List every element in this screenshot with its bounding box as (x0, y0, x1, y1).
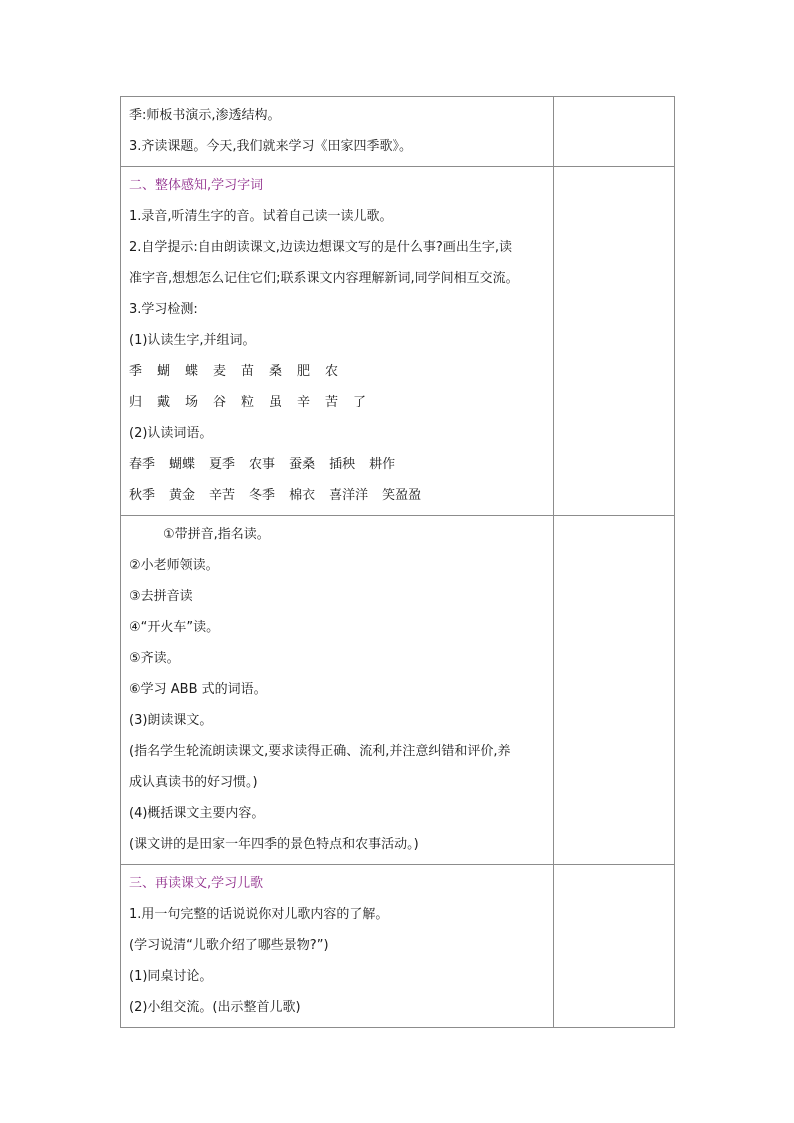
character-row (129, 356, 547, 387)
word: 耕作 (369, 457, 396, 472)
text-line: (3)朗读课文。 (129, 713, 213, 728)
content-cell (121, 865, 554, 1028)
character: 了 (353, 395, 367, 410)
content-cell (121, 97, 554, 167)
character: 蝶 (185, 364, 199, 379)
text-line: ⑤齐读。 (129, 651, 180, 666)
lesson-plan-table (120, 96, 675, 1028)
word: 黄金 (169, 488, 196, 503)
character: 肥 (297, 364, 311, 379)
character: 苗 (241, 364, 255, 379)
text-line: 2.自学提示:自由朗读课文,边读边想课文写的是什么事?画出生字,读 (129, 240, 512, 255)
text-line: ④“开火车”读。 (129, 620, 220, 635)
text-line: 3.齐读课题。今天,我们就来学习《田家四季歌》。 (129, 139, 413, 154)
text-line: ③去拼音读 (129, 589, 193, 604)
text-line: (学习说清“儿歌介绍了哪些景物?”) (129, 938, 329, 953)
content-cell (121, 167, 554, 516)
word: 农事 (249, 457, 276, 472)
notes-cell (554, 97, 675, 167)
section-heading: 三、再读课文,学习儿歌 (129, 876, 264, 891)
text-line: (4)概括课文主要内容。 (129, 806, 265, 821)
text-line: 季:师板书演示,渗透结构。 (129, 108, 281, 123)
character: 季 (129, 364, 143, 379)
word: 冬季 (249, 488, 276, 503)
word: 笑盈盈 (382, 488, 422, 503)
content-cell (121, 516, 554, 865)
word: 插秧 (329, 457, 356, 472)
table-row (121, 167, 675, 516)
text-line: (课文讲的是田家一年四季的景色特点和农事活动。) (129, 837, 419, 852)
text-line: (2)认读词语。 (129, 426, 213, 441)
text-line: (1)认读生字,并组词。 (129, 333, 256, 348)
word-row (129, 480, 547, 511)
word: 辛苦 (209, 488, 236, 503)
text-line: (1)同桌讨论。 (129, 969, 213, 984)
text-line: 1.录音,听清生字的音。试着自己读一读儿歌。 (129, 209, 393, 224)
character: 蝴 (157, 364, 171, 379)
text-line: ②小老师领读。 (129, 558, 219, 573)
word: 春季 (129, 457, 156, 472)
character-row (129, 387, 547, 418)
character: 场 (185, 395, 199, 410)
character: 桑 (269, 364, 283, 379)
character: 谷 (213, 395, 227, 410)
table-row (121, 865, 675, 1028)
notes-cell (554, 516, 675, 865)
text-line: 准字音,想想怎么记住它们;联系课文内容理解新词,同学间相互交流。 (129, 271, 519, 286)
character: 戴 (157, 395, 171, 410)
text-line: 成认真读书的好习惯。) (129, 775, 258, 790)
character: 归 (129, 395, 143, 410)
notes-cell (554, 865, 675, 1028)
table-row (121, 516, 675, 865)
word: 夏季 (209, 457, 236, 472)
text-line: 1.用一句完整的话说说你对儿歌内容的了解。 (129, 907, 389, 922)
word-row (129, 449, 547, 480)
table-row (121, 97, 675, 167)
character: 虽 (269, 395, 283, 410)
text-line: (2)小组交流。(出示整首儿歌) (129, 1000, 301, 1015)
character: 苦 (325, 395, 339, 410)
word: 蝴蝶 (169, 457, 196, 472)
text-line: (指名学生轮流朗读课文,要求读得正确、流利,并注意纠错和评价,养 (129, 744, 511, 759)
text-line: ①带拼音,指名读。 (163, 527, 270, 542)
word: 喜洋洋 (329, 488, 369, 503)
character: 粒 (241, 395, 255, 410)
word: 蚕桑 (289, 457, 316, 472)
text-line: 3.学习检测: (129, 302, 198, 317)
word: 秋季 (129, 488, 156, 503)
character: 辛 (297, 395, 311, 410)
character: 农 (325, 364, 339, 379)
notes-cell (554, 167, 675, 516)
text-line: ⑥学习 ABB 式的词语。 (129, 682, 267, 697)
character: 麦 (213, 364, 227, 379)
section-heading: 二、整体感知,学习字词 (129, 178, 264, 193)
word: 棉衣 (289, 488, 316, 503)
